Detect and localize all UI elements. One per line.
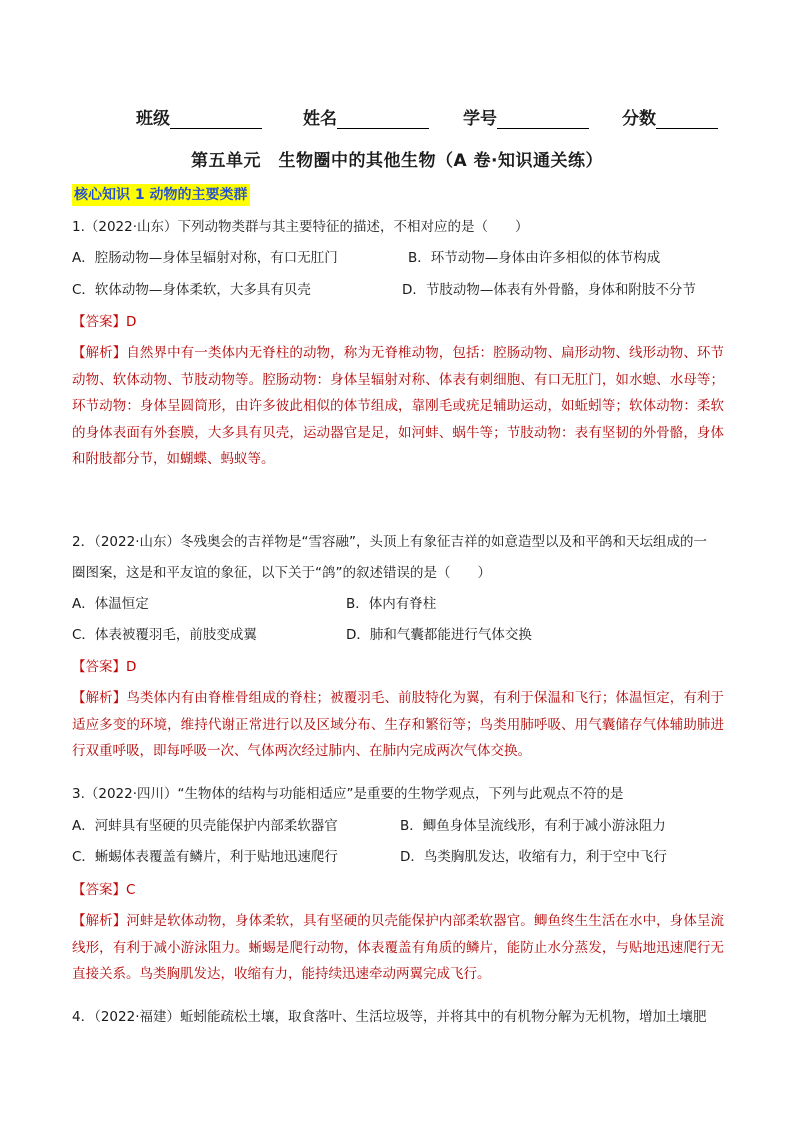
question-3-option-d: D．鸟类胸肌发达，收缩有力，利于空中飞行 <box>400 849 667 865</box>
id-field <box>463 104 589 129</box>
question-3-analysis <box>72 908 724 988</box>
question-1-option-b: B．环节动物—身体由许多相似的体节构成 <box>408 250 661 266</box>
section-heading: 核心知识 1 动物的主要类群 <box>72 184 250 206</box>
question-3-stem: 3.（2022·四川）“生物体的结构与功能相适应”是重要的生物学观点，下列与此观点不符的是 <box>72 786 624 802</box>
name-blank[interactable] <box>337 108 429 129</box>
question-2-analysis <box>72 685 724 765</box>
question-3-option-a: A．河蚌具有坚硬的贝壳能保护内部柔软器官 <box>72 818 338 834</box>
question-1-analysis <box>72 340 724 473</box>
answer-value: C <box>126 882 136 898</box>
score-blank[interactable] <box>656 108 718 129</box>
question-1-option-c: C．软体动物—身体柔软，大多具有贝壳 <box>72 282 311 298</box>
analysis-text: 鸟类体内有由脊椎骨组成的脊柱；被覆羽毛、前肢特化为翼，有利于保温和飞行；体温恒定，有利于适应多变的环境，维持代谢正常进行以及区域分布、生存和繁衍等；鸟类用肺呼吸、用气囊储存气体辅助肺进行双重呼吸，即每呼吸一次、气体两次经过肺内、在肺内完成两次气体交换。 <box>72 690 725 759</box>
answer-value: D <box>126 659 137 675</box>
analysis-tag: 【解析】 <box>72 345 127 361</box>
score-field <box>622 104 718 129</box>
question-2-option-b: B．体内有脊柱 <box>346 596 437 612</box>
question-3-answer <box>72 880 135 900</box>
question-1-option-a: A．腔肠动物—身体呈辐射对称，有口无肛门 <box>72 250 338 266</box>
question-2-option-d: D．肺和气囊都能进行气体交换 <box>346 627 532 643</box>
question-1-option-d: D．节肢动物—体表有外骨骼，身体和附肢不分节 <box>402 282 696 298</box>
question-2-option-a: A．体温恒定 <box>72 596 149 612</box>
class-field <box>136 104 262 129</box>
question-1-answer <box>72 312 136 332</box>
page-title: 第五单元 生物圈中的其他生物（A 卷·知识通关练） <box>190 151 604 171</box>
id-label: 学号 <box>463 109 497 129</box>
question-2-stem-line-2: 圈图案，这是和平友谊的象征，以下关于“鸽”的叙述错误的是（ ） <box>72 565 491 581</box>
name-field <box>303 104 429 129</box>
answer-tag: 【答案】 <box>72 882 126 898</box>
class-label: 班级 <box>136 109 170 129</box>
name-label: 姓名 <box>303 109 337 129</box>
analysis-text: 自然界中有一类体内无脊柱的动物，称为无脊椎动物，包括：腔肠动物、扁形动物、线形动物、环节动物、软体动物、节肢动物等。腔肠动物：身体呈辐射对称、体表有刺细胞、有口无肛门，如水螅、水母等；环节动物：身体呈圆筒形，由许多彼此相似的体节组成，靠刚毛或疣足辅助运动，如蚯蚓等；软体动物：柔软的身体表面有外套膜，大多具有贝壳，运动器官是足，如河蚌、蜗牛等；节肢动物：表有坚韧的外骨骼，身体和附肢都分节，如蝴蝶、蚂蚁等。 <box>72 345 725 467</box>
id-blank[interactable] <box>497 108 589 129</box>
question-4-stem: 4．（2022·福建）蚯蚓能疏松土壤，取食落叶、生活垃圾等，并将其中的有机物分解为无机物，增加土壤肥 <box>72 1009 707 1025</box>
question-2-answer <box>72 657 136 677</box>
analysis-tag: 【解析】 <box>72 913 127 929</box>
question-3-option-b: B．鲫鱼身体呈流线形，有利于减小游泳阻力 <box>400 818 666 834</box>
class-blank[interactable] <box>170 108 262 129</box>
question-2-stem-line-1: 2．（2022·山东）冬残奥会的吉祥物是“雪容融”，头顶上有象征吉祥的如意造型以及和平鸽和天坛组成的一 <box>72 534 707 550</box>
answer-tag: 【答案】 <box>72 314 126 330</box>
question-2-option-c: C．体表被覆羽毛，前肢变成翼 <box>72 627 257 643</box>
question-3-option-c: C．蜥蜴体表覆盖有鳞片，利于贴地迅速爬行 <box>72 849 338 865</box>
analysis-tag: 【解析】 <box>72 690 127 706</box>
question-1-stem: 1.（2022·山东）下列动物类群与其主要特征的描述，不相对应的是（ ） <box>72 219 529 235</box>
answer-tag: 【答案】 <box>72 659 126 675</box>
answer-value: D <box>126 314 137 330</box>
score-label: 分数 <box>622 109 656 129</box>
analysis-text: 河蚌是软体动物，身体柔软，具有坚硬的贝壳能保护内部柔软器官。鲫鱼终生生活在水中，身体呈流线形，有利于减小游泳阻力。蜥蜴是爬行动物，体表覆盖有角质的鳞片，能防止水分蒸发，与贴地迅速爬行无直接关系。鸟类胸肌发达，收缩有力，能持续迅速牵动两翼完成飞行。 <box>72 913 725 982</box>
